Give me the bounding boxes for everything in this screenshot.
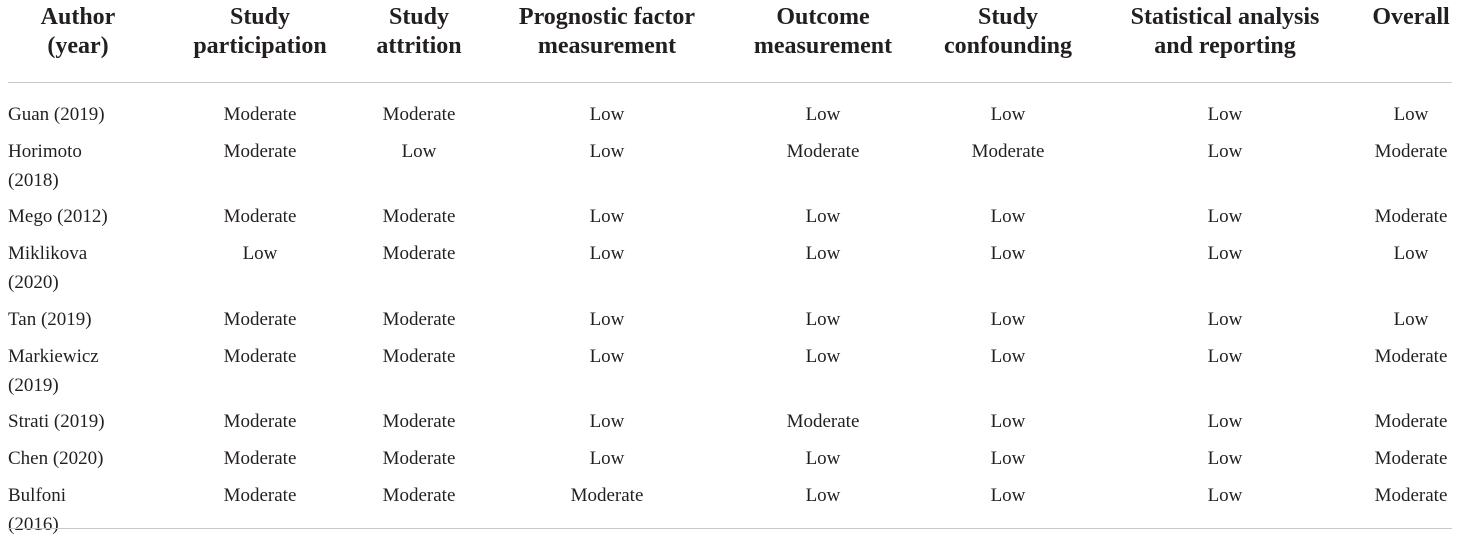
rating-cell: Low xyxy=(990,411,1026,432)
author-year-cell xyxy=(8,202,118,231)
rating-cell: Low xyxy=(1207,485,1243,506)
author-year-cell xyxy=(8,137,118,195)
header-line: Study xyxy=(977,4,1039,30)
rating-cell: Low xyxy=(1207,206,1243,227)
author-line: Strati (2019) xyxy=(8,411,105,432)
rating-cell: Moderate xyxy=(382,485,456,506)
rating-cell: Moderate xyxy=(1374,346,1448,367)
rating-cell: Low xyxy=(805,346,841,367)
header-outcome-measurement xyxy=(743,3,903,61)
rating-cell: Low xyxy=(242,243,278,264)
header-study-participation xyxy=(180,3,340,61)
table-header xyxy=(8,0,1452,82)
author-line: Tan (2019) xyxy=(8,309,92,330)
header-line: measurement xyxy=(537,33,677,59)
rating-cell: Moderate xyxy=(382,104,456,125)
header-line: Study xyxy=(229,4,291,30)
rating-cell: Moderate xyxy=(223,448,297,469)
rating-cell: Moderate xyxy=(223,104,297,125)
author-line: (2019) xyxy=(8,375,59,396)
rating-cell: Low xyxy=(1207,243,1243,264)
rating-cell: Low xyxy=(1393,243,1429,264)
author-year-cell xyxy=(8,342,118,400)
rating-cell: Moderate xyxy=(786,411,860,432)
header-line: Author xyxy=(40,4,116,30)
rating-cell: Low xyxy=(589,346,625,367)
author-year-cell xyxy=(8,239,118,297)
header-line: attrition xyxy=(376,33,462,59)
header-line: measurement xyxy=(753,33,893,59)
rating-cell: Low xyxy=(1393,104,1429,125)
author-line: Guan (2019) xyxy=(8,104,105,125)
header-study-confounding xyxy=(928,3,1088,61)
author-line: Markiewicz xyxy=(8,346,99,367)
rating-cell: Low xyxy=(401,141,437,162)
rating-cell: Moderate xyxy=(223,309,297,330)
author-line: (2018) xyxy=(8,170,59,191)
author-line: (2020) xyxy=(8,272,59,293)
author-line: Miklikova xyxy=(8,243,88,264)
rating-cell: Moderate xyxy=(223,411,297,432)
rating-cell: Moderate xyxy=(223,206,297,227)
rating-cell: Moderate xyxy=(223,141,297,162)
author-year-cell xyxy=(8,481,118,539)
rating-cell: Low xyxy=(1393,309,1429,330)
rating-cell: Low xyxy=(990,243,1026,264)
rating-cell: Low xyxy=(1207,104,1243,125)
header-line: Statistical analysis xyxy=(1130,4,1320,30)
header-study-attrition xyxy=(339,3,499,61)
rating-cell: Low xyxy=(589,309,625,330)
rating-cell: Moderate xyxy=(1374,411,1448,432)
rating-cell: Low xyxy=(1207,411,1243,432)
rating-cell: Moderate xyxy=(1374,485,1448,506)
author-year-cell xyxy=(8,407,118,436)
author-line: Mego (2012) xyxy=(8,206,108,227)
rating-cell: Low xyxy=(990,104,1026,125)
header-line: Overall xyxy=(1372,4,1450,30)
author-year-cell xyxy=(8,305,118,334)
rating-cell: Low xyxy=(805,104,841,125)
rating-cell: Low xyxy=(589,243,625,264)
rating-cell: Low xyxy=(990,346,1026,367)
header-prognostic-factor-measurement xyxy=(507,3,707,61)
author-year-cell xyxy=(8,444,118,473)
rating-cell: Low xyxy=(805,206,841,227)
rating-cell: Low xyxy=(805,448,841,469)
rating-cell: Low xyxy=(805,243,841,264)
rating-cell: Low xyxy=(589,448,625,469)
rating-cell: Low xyxy=(589,141,625,162)
rating-cell: Low xyxy=(1207,346,1243,367)
rating-cell: Low xyxy=(589,206,625,227)
rating-cell: Low xyxy=(589,411,625,432)
rating-cell: Low xyxy=(990,448,1026,469)
rating-cell: Moderate xyxy=(382,448,456,469)
rating-cell: Low xyxy=(805,485,841,506)
header-line: participation xyxy=(193,33,327,59)
rating-cell: Moderate xyxy=(382,206,456,227)
rating-cell: Low xyxy=(990,485,1026,506)
rating-cell: Low xyxy=(990,309,1026,330)
author-line: Bulfoni (2016) xyxy=(8,485,67,535)
rating-cell: Moderate xyxy=(1374,141,1448,162)
rating-cell: Moderate xyxy=(1374,448,1448,469)
header-line: and reporting xyxy=(1154,33,1296,59)
rating-cell: Moderate xyxy=(223,485,297,506)
rating-cell: Low xyxy=(805,309,841,330)
header-overall xyxy=(1361,3,1460,32)
rating-cell: Moderate xyxy=(382,309,456,330)
author-year-cell xyxy=(8,100,118,129)
header-line: Prognostic factor xyxy=(518,4,696,30)
rating-cell: Moderate xyxy=(786,141,860,162)
header-line: (year) xyxy=(47,33,109,59)
risk-of-bias-table xyxy=(8,0,1452,538)
header-line: Study xyxy=(388,4,450,30)
rating-cell: Low xyxy=(1207,309,1243,330)
header-statistical-analysis-reporting xyxy=(1120,3,1330,61)
rating-cell: Moderate xyxy=(382,243,456,264)
rating-cell: Moderate xyxy=(223,346,297,367)
header-line: Outcome xyxy=(776,4,870,30)
author-line: Horimoto xyxy=(8,141,82,162)
header-author-year xyxy=(8,3,148,61)
author-line: Chen (2020) xyxy=(8,448,104,469)
rating-cell: Low xyxy=(1207,141,1243,162)
rating-cell: Moderate xyxy=(382,411,456,432)
rating-cell: Moderate xyxy=(1374,206,1448,227)
rating-cell: Low xyxy=(990,206,1026,227)
header-divider xyxy=(8,82,1452,83)
rating-cell: Moderate xyxy=(971,141,1045,162)
rating-cell: Moderate xyxy=(382,346,456,367)
rating-cell: Low xyxy=(589,104,625,125)
rating-cell: Low xyxy=(1207,448,1243,469)
rating-cell: Moderate xyxy=(570,485,644,506)
header-line: confounding xyxy=(943,33,1073,59)
table-bottom-rule xyxy=(8,528,1452,529)
